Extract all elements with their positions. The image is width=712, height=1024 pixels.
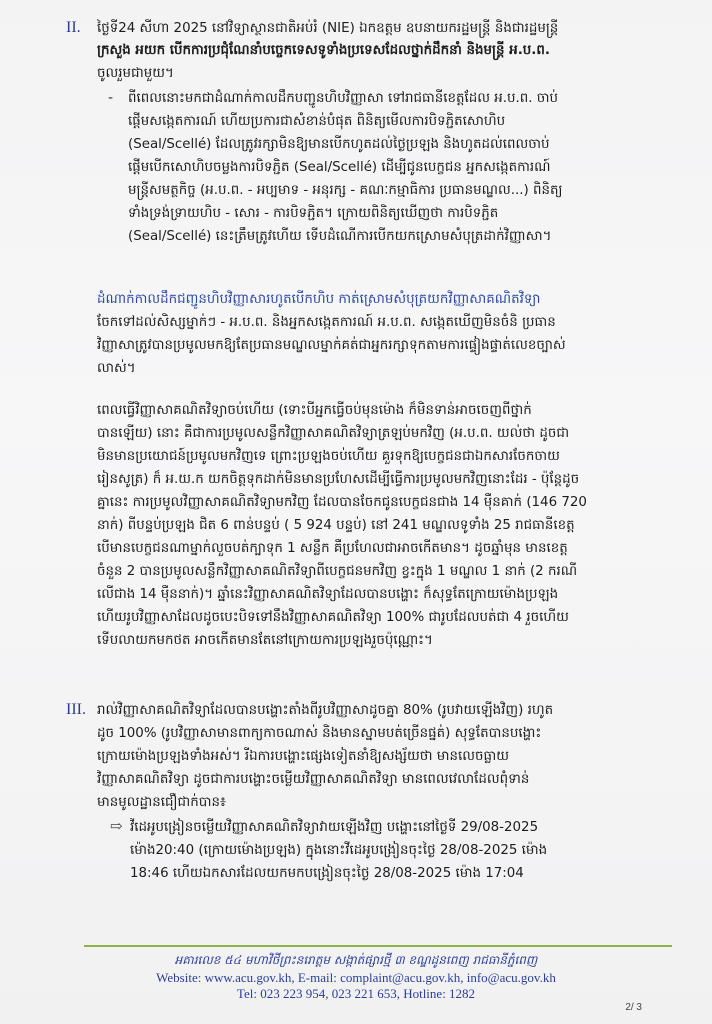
arrow-right-icon: ⇨ xyxy=(110,817,123,835)
bullet-line-5: មន្ត្រីសមត្ថកិច្ច (អ.ប.ព. - អប្បមាទ - អនុរក្ស - គណៈកម្មាធិការ ប្រធានមណ្ឌល...) ពិនិត្យ xyxy=(128,183,563,198)
footer-divider xyxy=(84,945,672,947)
arrow-item-line-1: វីដេអូបង្រៀនចម្លើយវិញ្ញាសាគណិតវិទ្យាវាយឡើងវិញ បង្ហោះនៅថ្ងៃទី 29/08-2025 xyxy=(130,820,539,835)
distribution-line-1: ដំណាក់កាលដឹកជញ្ជូនហិបវិញ្ញាសារហូតបើកហិប កាត់ស្រោមសំបុត្រយកវិញ្ញាសាគណិតវិទ្យា xyxy=(97,292,541,307)
bullet-line-4: ផ្តើមបើកសោហិបចម្លងការបិទភ្ជិត (Seal/Scellé) ដើម្បីជូនបេក្ខជន អ្នកសង្កេតការណ៍ xyxy=(128,160,551,175)
section-iii-numeral: III. xyxy=(66,701,86,718)
collection-line-8: ចំនួន 2 បានប្រមូលសន្លឹកវិញ្ញាសាគណិតវិទ្យាពីបេក្ខជនមកវិញ ខ្វះក្នុង 1 មណ្ឌល 1 នាក់ (2 ករណី xyxy=(97,564,578,579)
collection-line-10: ហើយរូបវិញ្ញាសាដែលដូចបេះបិទទៅនឹងវិញ្ញាសាគណិតវិទ្យា 100% ជារូបដែលបត់ជា 4 រួចហើយ xyxy=(97,610,569,625)
collection-line-3: មិនមានប្រយោជន៍ប្រមូលមកវិញទេ ព្រោះប្រឡងចប់ហើយ គួរទុកឱ្យបេក្ខជនជាឯកសារចែកចាយ xyxy=(97,449,560,464)
distribution-line-3: វិញ្ញាសាត្រូវបានប្រមូលមកឱ្យតែប្រធានមណ្ឌលម្នាក់គត់ជាអ្នករក្សាទុកតាមការផ្ទៀងផ្ទាត់លេខច្បាស់ xyxy=(97,338,566,353)
bullet-line-7: (Seal/Scellé) នេះត្រឹមត្រូវហើយ ទើបដំណើការបើកយកស្រោមសំបុត្រដាក់វិញ្ញាសា។ xyxy=(128,229,552,244)
footer-web-email: Website: www.acu.gov.kh, E-mail: complaint@acu.gov.kh, info@acu.gov.kh xyxy=(156,970,556,985)
section-ii-line-3: ចូលរួមជាមួយ។ xyxy=(97,66,174,81)
bullet-line-2: ផ្តើមសង្កេតការណ៍ ហើយប្រការជាសំខាន់បំផុត ពិនិត្យមើលការបិទភ្ជិតសោហិប xyxy=(128,114,506,129)
arrow-item-line-2: ម៉ោង20:40 (ក្រោយម៉ោងប្រឡង) ក្នុងនោះវីដេអូបង្រៀនចុះថ្ងៃ 28/08-2025 ម៉ោង xyxy=(130,843,548,858)
arrow-item-line-3: 18:46 ហើយឯកសារដែលយកមកបង្រៀនចុះថ្ងៃ 28/08-2025 ម៉ោង 17:04 xyxy=(130,866,524,881)
bullet-line-3: (Seal/Scellé) ដែលត្រូវរក្សាមិនឱ្យមានបើកហូតដល់ថ្ងៃប្រឡង និងហូតដល់ពេលចាប់ xyxy=(128,137,550,152)
collection-line-1: ពេលធ្វើវិញ្ញាសាគណិតវិទ្យាចប់ហើយ (ទោះបីអ្នកធ្វើចប់មុនម៉ោង ក៏មិនទាន់អាចចេញពីថ្នាក់ xyxy=(97,403,532,418)
distribution-line-4: លាស់។ xyxy=(97,361,136,376)
collection-line-9: លើជាង 14 ម៉ឺននាក់)។ ឆ្នាំនេះវិញ្ញាសាគណិតវិទ្យាដែលបានបង្ហោះ ក៏សុទ្ធតែក្រោយម៉ោងប្រឡង xyxy=(97,587,559,602)
distribution-line-2: ចែកទៅដល់សិស្សម្នាក់ៗ - អ.ប.ព. និងអ្នកសង្កេតការណ៍ អ.ប.ព. សង្កេតឃើញមិនចំនិ ប្រធាន xyxy=(97,315,556,330)
section-ii-numeral: II. xyxy=(66,19,81,36)
collection-line-6: នាក់) ពីបន្ទប់ប្រឡង ជិត 6 ពាន់បន្ទប់ ( 5 924 បន្ទប់) នៅ 241 មណ្ឌលទូទាំង 25 រាជធានីខេត្ត xyxy=(97,518,575,533)
bullet-line-6: ទាំងទ្រង់ទ្រាយហិប - សោរ - ការបិទភ្ជិត។ ក្រោយពិនិត្យឃើញថា ការបិទភ្ជិត xyxy=(128,206,499,221)
section-iii-line-5: មានមូលដ្ឋានជឿជាក់បាន៖ xyxy=(97,795,226,810)
footer-address: អគារលេខ ៥៤ មហាវិថីព្រះនរោត្តម សង្កាត់ផ្សារថ្មី ៣ ខណ្ឌដូនពេញ រាជធានីភ្នំពេញ xyxy=(174,953,538,967)
section-iii-line-1: រាល់វិញ្ញាសាគណិតវិទ្យាដែលបានបង្ហោះតាំងពីរូបវិញ្ញាសាដូចគ្នា 80% (រូបវាយឡើងវិញ) រហូត xyxy=(97,703,554,718)
footer-phone: Tel: 023 223 954, 023 221 653, Hotline: 1282 xyxy=(236,986,476,1001)
bullet-dash: - xyxy=(108,88,114,106)
collection-line-2: បានឡើយ) នោះ គឺជាការប្រមូលសន្លឹកវិញ្ញាសាគណិតវិទ្យាត្រឡប់មកវិញ (អ.ប.ព. យល់ថា ដូចជា xyxy=(97,426,570,441)
section-iii-line-2: ដូច 100% (រូបវិញ្ញាសាមានពាក្យកាចណាស់ និងមានស្នាមបត់ច្រើនផ្នត់) សុទ្ធតែបានបង្ហោះ xyxy=(97,726,542,741)
section-iii-line-3: ក្រោយម៉ោងប្រឡងទាំងអស់។ រីឯការបង្ហោះផ្សេងទៀតនាំឱ្យសង្ស័យថា មានលេចធ្លាយ xyxy=(97,749,509,764)
collection-line-11: ទើបលាយកមកថត អាចកើតមានតែនៅក្រោយការប្រឡងរួចប៉ុណ្ណោះ។ xyxy=(97,633,433,648)
collection-line-4: រៀនសូត្រ) ក៏ អ.យ.ក យកចិត្តទុកដាក់មិនមានប្រហែសដើម្បីធ្វើការប្រមូលមកវិញនោះដែរ - ប៉ុន្តែដូច xyxy=(97,472,580,487)
collection-line-7: បើមានបេក្ខជនណាម្នាក់លួចបត់ក្បាទុក 1 សន្លឹក គឺប្រហែលជាអាចកើតមាន។ ដូចឆ្នាំមុន មានខេត្ត xyxy=(97,541,568,556)
section-ii-line-1: ថ្ងៃទី24 សីហា 2025 នៅវិទ្យាស្ថានជាតិអប់រំ (NIE) ឯកឧត្តម ឧបនាយករដ្ឋមន្ត្រី និងជារដ្ឋមន្ត្រី xyxy=(97,21,559,36)
page-number: 2/ 3 xyxy=(625,1002,642,1013)
bullet-line-1: ពីពេលនោះមកជាដំណាក់កាលដឹកបញ្ជូនហិបវិញ្ញាសា ទៅរាជធានីខេត្តដែល អ.ប.ព. ចាប់ xyxy=(128,91,559,106)
section-iii-line-4: វិញ្ញាសាគណិតវិទ្យា ដូចជាការបង្ហោះចម្លើយវិញ្ញាសាគណិតវិទ្យា មានពេលវេលាដែលពុំទាន់ xyxy=(97,772,530,787)
section-ii-line-2: ក្រសួង អយក បើកការប្រជុំណែនាំបច្ចេកទេសទូទាំងប្រទេសដែលថ្នាក់ដឹកនាំ និងមន្ត្រី អ.ប.ព. xyxy=(97,43,550,58)
collection-line-5: គ្នានេះ ការប្រមូលវិញ្ញាសាគណិតវិទ្យាមកវិញ ដែលបានចែកជូនបេក្ខជនជាង 14 ម៉ឺនគាក់ (146 720 xyxy=(97,495,587,510)
